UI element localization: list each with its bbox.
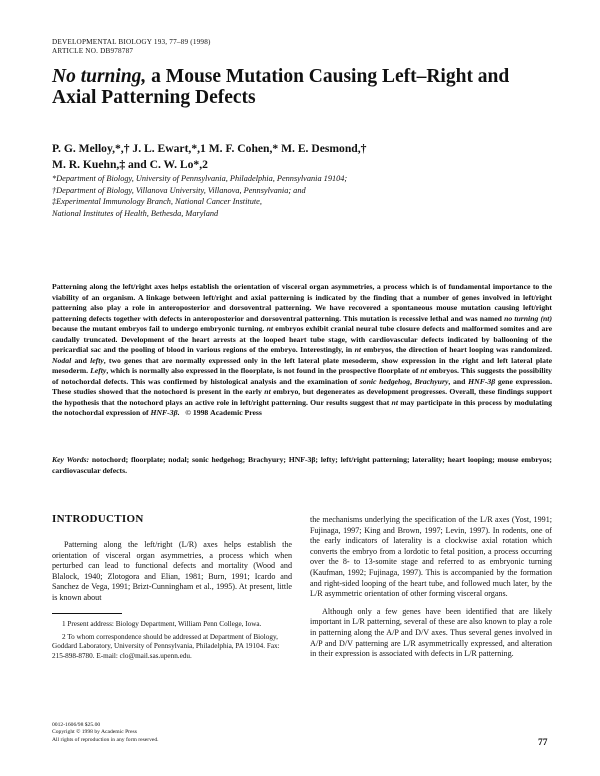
abstract-text: embryos. This suggests the possibility of notochordal defects. This was confirmed by histological analysis and the examination of [52, 366, 553, 386]
journal-citation: DEVELOPMENTAL BIOLOGY 193, 77–89 (1998) [52, 38, 211, 46]
copyright-block [52, 722, 159, 744]
affiliations [52, 173, 552, 219]
footnote-1: 1 Present address: Biology Department, William Penn College, Iowa. [62, 620, 262, 628]
abstract-text: may participate in this process by modulating the notochordal expression of [52, 397, 553, 417]
left-column [52, 540, 292, 604]
abstract-gene-name: no turning (nt) [504, 313, 553, 323]
authors-line-2: M. R. Kuehn,‡ and C. W. Lo*,2 [52, 158, 208, 171]
issn-line: 0012-1606/98 $25.00 [52, 722, 101, 728]
right-column [310, 515, 552, 660]
intro-paragraph: Although only a few genes have been identified that are likely important in L/R patterning, several of these are also known to play a role in patterning along the A/P and D/V axes. Thus several genes involved in A/P and D/V patterning are L/R asymmetrically expressed, and alteration in their expression is associated with defects in L/R patterning. [310, 606, 552, 659]
author-list [52, 141, 552, 173]
abstract-text: Patterning along the left/right axes helps establish the orientation of visceral organ asymmetries, a process which is of fundamental importance to the viability of an organism. A linkage between left/right and axial patterning is indicated by the finding that a number of genes involved in left/right patterning also play a role in anteroposterior and dorsoventral patterning. We have recovered a spontaneous mouse mutation causing left/right patterning defects together with defects in anteroposterior and dorsoventral patterning. This mutation is recessive lethal and was named [52, 282, 552, 323]
abstract-gene-name: HNF-3β [150, 408, 178, 417]
abstract-text: . [177, 408, 180, 417]
journal-header [52, 38, 211, 56]
title-rest: a Mouse Mutation Causing Left–Right and Axial Patterning Defects [52, 66, 510, 108]
authors-line-1: P. G. Melloy,*,† J. L. Ewart,*,1 M. F. Cohen,* M. E. Desmond,† [52, 142, 367, 155]
abstract-copyright: © 1998 Academic Press [185, 408, 262, 417]
abstract-gene-name: Brachyury [414, 376, 449, 386]
abstract-text: , two genes that are normally expressed only in the left lateral plate mesoderm, show expression in the right and left lateral plate mesoderm. [52, 355, 552, 375]
intro-paragraph: Patterning along the left/right (L/R) axes helps establish the orientation of visceral organ asymmetries, a process which when perturbed can lead to functional defects and mortality (Wood and Blalock, 1940; Zlotogora and Elian, 1981; Burn, 1991; Icardo and Sanchez de Vega, 1991; Brizt-Cunningham et al., 1995). At present, little is known about [52, 540, 292, 602]
page-number: 77 [538, 738, 548, 748]
abstract-text: , [409, 376, 415, 386]
abstract-text: embryo, but degenerates as development progresses. Overall, these findings support the hypothesis that the notochord plays an active role in left/right patterning. Our results suggest that [52, 387, 553, 407]
affiliation-2: †Department of Biology, Villanova University, Villanova, Pennsylvania; and [52, 185, 306, 195]
abstract-text: gene expression. These studies showed that the notochord is present in the early [52, 376, 552, 396]
abstract-text: embryos exhibit cranial neural tube closure defects and malformed somites and are caudally truncated. Development of the heart arrests at the looped heart tube stage, with cardiovascular defects indicated by ballooning of the pericardial sac and the pooling of blood in various regions of the embryo. Interestingly, in [52, 324, 552, 354]
abstract [52, 282, 552, 419]
paper-title [52, 66, 552, 108]
footnote-2: 2 To whom correspondence should be addressed at Department of Biology, Goddard Laboratory, University of Pennsylvania, Philadelphia, PA 19104. Fax: 215-898-8780. E-mail: clo@mail.sas.upenn.edu. [52, 632, 280, 660]
abstract-gene-name: Lefty [90, 366, 107, 375]
affiliation-1: *Department of Biology, University of Pennsylvania, Philadelphia, Pennsylvania 19104; [52, 174, 348, 183]
abstract-text: , which is normally also expressed in the floorplate, is not found in the prospective floorplate of [106, 366, 421, 375]
affiliation-3: ‡Experimental Immunology Branch, National Cancer Institute, [52, 197, 262, 207]
abstract-text: and [71, 355, 91, 365]
abstract-gene-name: nt [266, 324, 274, 333]
abstract-gene-name: nt [420, 366, 427, 375]
abstract-gene-name: nt [264, 387, 271, 396]
abstract-text: , and [448, 376, 469, 386]
article-number: ARTICLE NO. DB978787 [52, 47, 134, 55]
abstract-gene-name: nt [391, 397, 398, 407]
abstract-gene-name: HNF-3β [468, 376, 496, 386]
copyright-line: Copyright © 1998 by Academic Press [52, 729, 137, 736]
keywords-label: Key Words: [52, 455, 90, 464]
keywords [52, 455, 552, 476]
section-heading-introduction: INTRODUCTION [52, 513, 144, 525]
abstract-text: embryos, the direction of heart looping was randomized. [361, 345, 552, 354]
abstract-gene-name: lefty [90, 355, 104, 365]
footnote-divider [52, 613, 122, 614]
abstract-gene-name: Nodal [52, 355, 72, 365]
keywords-text: notochord; floorplate; nodal; sonic hedgehog; Brachyury; HNF-3β; lefty; left/right patterning; laterality; heart looping; mouse embryos; cardiovascular defects. [52, 455, 552, 475]
abstract-text: because the mutant embryos fail to undergo embryonic turning. [52, 324, 267, 333]
intro-paragraph: the mechanisms underlying the specification of the L/R axes (Yost, 1991; Fujinaga, 1997; King and Brown, 1997; Levin, 1997). In rodents, one of the early indicators of laterality is a clockwise axial rotation which converts the embryo from a lordotic to fetal position, a process occurring over the 8- to 13-somite stage and referred to as embryonic turning (Kaufman, 1992; Fujinaga, 1997). This is accompanied by the formation and right-sided looping of the heart tube, and followed much later, by the L/R asymmetric orientation of other forming visceral organs. [310, 515, 552, 599]
title-italic-part: No turning, [52, 66, 147, 87]
abstract-gene-name: nt [354, 345, 362, 354]
affiliation-4: National Institutes of Health, Bethesda, Maryland [52, 208, 219, 218]
abstract-gene-name: sonic hedgehog [359, 376, 410, 386]
rights-line: All rights of reproduction in any form reserved. [52, 736, 159, 743]
footnotes [52, 620, 292, 664]
